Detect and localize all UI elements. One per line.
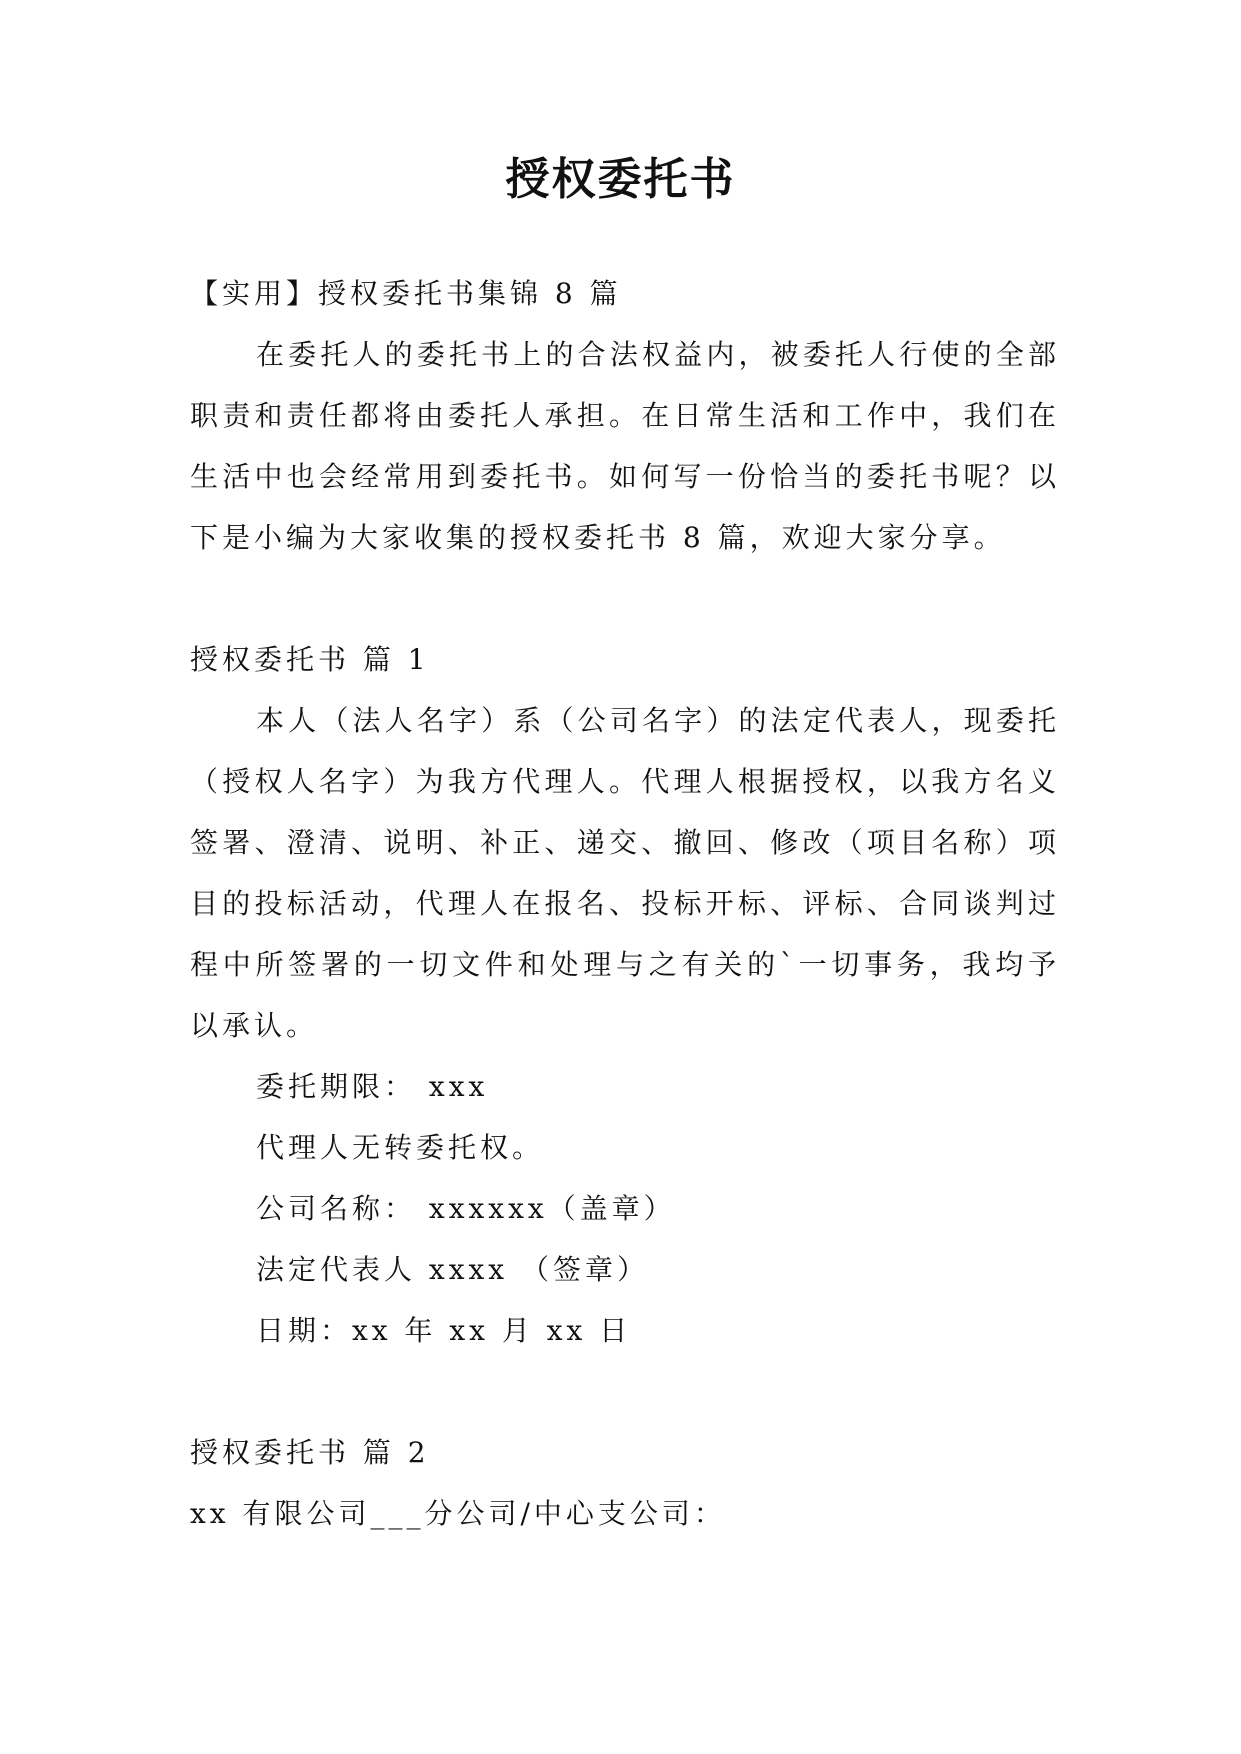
document-subtitle: 【实用】授权委托书集锦 8 篇 bbox=[190, 277, 622, 310]
section-1-term: 委托期限： xxx bbox=[256, 1070, 489, 1103]
intro-paragraph: 在委托人的委托书上的合法权益内，被委托人行使的全部职责和责任都将由委托人承担。在日常生活和工作中，我们在生活中也会经常用到委托书。如何写一份恰当的委托书呢？以下是小编为大家收集的授权委托书 8 篇，欢迎大家分享。 bbox=[190, 338, 1060, 554]
spacer bbox=[190, 1361, 1060, 1422]
section-1-company: 公司名称： xxxxxx（盖章） bbox=[256, 1192, 676, 1225]
section-1-body: 本人（法人名字）系（公司名字）的法定代表人，现委托（授权人名字）为我方代理人。代理人根据授权，以我方名义签署、澄清、说明、补正、递交、撤回、修改（项目名称）项目的投标活动，代理人在报名、投标开标、评标、合同谈判过程中所签署的一切文件和处理与之有关的`一切事务，我均予以承认。 bbox=[190, 704, 1060, 1042]
section-1-date: 日期：xx 年 xx 月 xx 日 bbox=[256, 1314, 632, 1347]
section-1-legal-rep: 法定代表人 xxxx （签章） bbox=[256, 1253, 649, 1286]
section-2-addressee: xx 有限公司___分公司/中心支公司： bbox=[190, 1497, 726, 1530]
section-2-heading: 授权委托书 篇 2 bbox=[190, 1436, 430, 1469]
section-1-heading: 授权委托书 篇 1 bbox=[190, 643, 430, 676]
document-body bbox=[190, 263, 1060, 1544]
spacer bbox=[190, 568, 1060, 629]
document-title: 授权委托书 bbox=[505, 154, 736, 205]
section-1-no-transfer: 代理人无转委托权。 bbox=[256, 1131, 545, 1164]
